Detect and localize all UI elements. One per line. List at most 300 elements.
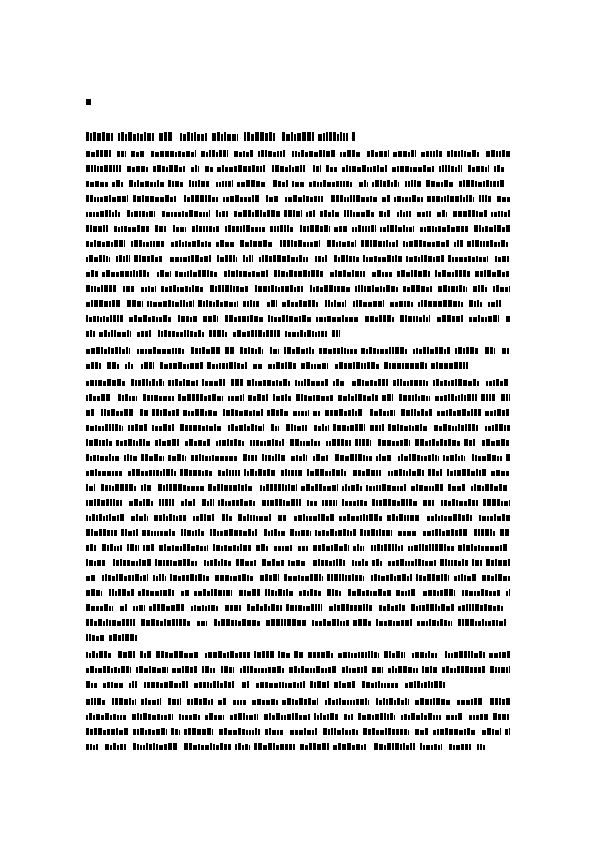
word-glyphs xyxy=(86,379,125,386)
word-glyphs xyxy=(131,514,148,521)
word-glyphs xyxy=(475,270,509,277)
word-glyphs xyxy=(342,165,387,172)
text-line xyxy=(86,300,510,307)
word-glyphs xyxy=(86,240,125,247)
word-glyphs xyxy=(180,132,207,141)
word-glyphs xyxy=(171,240,211,247)
word-glyphs xyxy=(366,484,406,491)
word-glyphs xyxy=(216,240,234,247)
word-glyphs xyxy=(483,499,510,506)
word-glyphs xyxy=(477,744,485,750)
word-glyphs xyxy=(268,315,311,322)
word-glyphs xyxy=(273,180,288,187)
word-glyphs xyxy=(323,728,358,735)
word-glyphs xyxy=(147,300,194,307)
word-glyphs xyxy=(141,286,156,292)
word-glyphs xyxy=(180,469,212,476)
word-glyphs xyxy=(237,180,265,187)
word-glyphs xyxy=(415,698,450,705)
word-glyphs xyxy=(338,651,379,658)
word-glyphs xyxy=(137,347,184,354)
word-glyphs xyxy=(315,529,356,536)
word-glyphs xyxy=(393,379,428,386)
word-glyphs xyxy=(423,500,434,506)
word-glyphs xyxy=(184,728,213,735)
word-glyphs xyxy=(112,180,123,187)
word-glyphs xyxy=(225,225,265,232)
word-glyphs xyxy=(423,589,455,596)
word-glyphs xyxy=(234,210,280,217)
word-glyphs xyxy=(193,514,214,521)
word-glyphs xyxy=(292,150,335,157)
word-glyphs xyxy=(472,559,482,566)
word-glyphs xyxy=(415,439,460,446)
word-glyphs xyxy=(485,409,509,416)
word-glyphs xyxy=(447,469,486,476)
text-line xyxy=(86,559,510,566)
word-glyphs xyxy=(102,544,122,551)
word-glyphs xyxy=(280,240,320,247)
word-glyphs xyxy=(270,347,279,354)
text-line xyxy=(86,619,510,626)
word-glyphs xyxy=(129,180,164,187)
word-glyphs xyxy=(131,379,164,386)
word-glyphs xyxy=(233,330,280,337)
word-glyphs xyxy=(458,619,506,626)
word-glyphs xyxy=(497,196,510,202)
word-glyphs xyxy=(310,681,329,688)
word-glyphs xyxy=(181,590,189,596)
word-glyphs xyxy=(335,454,372,461)
word-glyphs xyxy=(300,225,330,232)
word-glyphs xyxy=(181,529,204,536)
word-glyphs xyxy=(469,714,488,720)
paragraph xyxy=(86,379,510,641)
word-glyphs xyxy=(191,165,199,172)
word-glyphs xyxy=(489,651,510,658)
word-glyphs xyxy=(259,255,308,262)
word-glyphs xyxy=(184,743,231,750)
word-glyphs xyxy=(86,255,110,262)
text-line xyxy=(86,379,510,386)
word-glyphs xyxy=(217,255,237,262)
word-glyphs xyxy=(445,651,485,658)
word-glyphs xyxy=(355,439,371,446)
word-glyphs xyxy=(448,484,465,491)
word-glyphs xyxy=(388,559,436,566)
word-glyphs xyxy=(86,681,97,688)
word-glyphs xyxy=(486,559,510,566)
word-glyphs xyxy=(439,165,462,172)
word-glyphs xyxy=(495,256,509,262)
word-glyphs xyxy=(202,499,214,506)
text-line xyxy=(86,469,510,476)
word-glyphs xyxy=(353,619,371,626)
word-glyphs xyxy=(361,240,398,247)
word-glyphs xyxy=(114,225,149,232)
word-glyphs xyxy=(86,181,108,187)
word-glyphs xyxy=(435,394,477,401)
word-glyphs xyxy=(138,589,174,596)
word-glyphs xyxy=(290,529,311,536)
word-glyphs xyxy=(216,439,244,446)
word-glyphs xyxy=(102,574,148,581)
word-glyphs xyxy=(86,604,113,611)
word-glyphs xyxy=(143,394,174,401)
word-glyphs xyxy=(191,605,218,611)
word-glyphs xyxy=(140,651,151,658)
word-glyphs xyxy=(290,728,317,735)
word-glyphs xyxy=(376,698,409,705)
word-glyphs xyxy=(370,424,384,431)
word-glyphs xyxy=(265,589,293,596)
word-glyphs xyxy=(205,166,213,172)
word-glyphs xyxy=(390,301,413,307)
word-glyphs xyxy=(109,589,134,596)
word-glyphs xyxy=(158,484,204,491)
word-glyphs xyxy=(393,150,416,157)
heading-text xyxy=(356,126,357,127)
word-glyphs xyxy=(413,347,450,354)
text-line xyxy=(86,424,510,431)
word-glyphs xyxy=(453,210,487,217)
word-glyphs xyxy=(282,300,318,307)
word-glyphs xyxy=(411,484,443,491)
word-glyphs xyxy=(446,713,462,720)
word-glyphs xyxy=(175,270,217,277)
word-glyphs xyxy=(189,180,209,187)
word-glyphs xyxy=(312,619,349,626)
text-line xyxy=(86,484,510,491)
text-line xyxy=(86,634,510,641)
word-glyphs xyxy=(157,270,171,277)
word-glyphs xyxy=(238,514,271,521)
word-glyphs xyxy=(427,514,472,521)
word-glyphs xyxy=(216,210,228,217)
word-glyphs xyxy=(348,589,391,596)
word-glyphs xyxy=(132,713,173,720)
word-glyphs xyxy=(86,409,94,416)
word-glyphs xyxy=(443,454,465,461)
text-line xyxy=(86,394,510,401)
word-glyphs xyxy=(285,195,323,202)
word-glyphs xyxy=(479,195,491,202)
word-glyphs xyxy=(266,195,278,202)
word-glyphs xyxy=(296,394,333,401)
word-glyphs xyxy=(180,424,221,431)
word-glyphs xyxy=(333,743,366,750)
word-glyphs xyxy=(152,424,174,431)
word-glyphs xyxy=(137,330,151,337)
word-glyphs xyxy=(372,270,392,277)
word-glyphs xyxy=(422,666,437,673)
word-glyphs xyxy=(240,666,284,673)
word-glyphs xyxy=(86,270,98,277)
word-glyphs xyxy=(301,362,328,369)
word-glyphs xyxy=(248,394,268,401)
word-glyphs xyxy=(153,165,185,172)
word-glyphs xyxy=(205,713,224,720)
text-line xyxy=(86,225,510,232)
word-glyphs xyxy=(133,605,145,611)
word-glyphs xyxy=(457,698,482,705)
word-glyphs xyxy=(133,195,176,202)
text-line xyxy=(86,210,510,217)
word-glyphs xyxy=(267,300,277,307)
word-glyphs xyxy=(120,604,127,611)
word-glyphs xyxy=(270,225,293,232)
word-glyphs xyxy=(239,589,260,596)
word-glyphs xyxy=(289,666,336,673)
word-glyphs xyxy=(467,240,508,247)
word-glyphs xyxy=(225,347,234,354)
word-glyphs xyxy=(86,575,95,581)
word-glyphs xyxy=(380,225,414,232)
word-glyphs xyxy=(236,559,256,566)
word-glyphs xyxy=(313,165,321,172)
word-glyphs xyxy=(152,409,179,416)
word-glyphs xyxy=(172,666,197,673)
word-glyphs xyxy=(208,484,252,491)
word-glyphs xyxy=(330,270,365,277)
text-line xyxy=(86,514,510,521)
word-glyphs xyxy=(133,728,167,735)
word-glyphs xyxy=(290,439,320,446)
word-glyphs xyxy=(384,651,405,658)
word-glyphs xyxy=(155,439,179,446)
word-glyphs xyxy=(491,210,510,217)
word-glyphs xyxy=(105,743,126,750)
word-glyphs xyxy=(86,744,98,750)
word-glyphs xyxy=(408,544,454,551)
word-glyphs xyxy=(243,255,253,262)
word-glyphs xyxy=(468,165,489,172)
word-glyphs xyxy=(99,330,131,337)
word-glyphs xyxy=(86,300,120,307)
word-glyphs xyxy=(376,619,412,626)
word-glyphs xyxy=(288,560,305,566)
word-glyphs xyxy=(433,728,475,735)
word-glyphs xyxy=(485,347,495,354)
word-glyphs xyxy=(118,132,154,141)
word-glyphs xyxy=(149,604,184,611)
word-glyphs xyxy=(234,150,253,157)
word-glyphs xyxy=(313,559,345,566)
word-glyphs xyxy=(358,713,395,720)
word-glyphs xyxy=(440,559,468,566)
word-glyphs xyxy=(86,150,111,157)
word-glyphs xyxy=(266,619,306,626)
section-heading xyxy=(86,126,356,135)
word-glyphs xyxy=(308,651,333,658)
word-glyphs xyxy=(86,362,101,369)
word-glyphs xyxy=(154,514,186,521)
word-glyphs xyxy=(128,424,147,431)
word-glyphs xyxy=(396,589,415,596)
word-glyphs xyxy=(86,698,105,705)
word-glyphs xyxy=(134,255,162,262)
word-glyphs xyxy=(86,424,123,431)
word-glyphs xyxy=(372,559,382,566)
paragraph xyxy=(86,651,510,688)
word-glyphs xyxy=(141,484,151,491)
word-glyphs xyxy=(299,589,321,596)
word-glyphs xyxy=(252,699,278,705)
word-glyphs xyxy=(142,529,175,536)
word-glyphs xyxy=(431,362,468,369)
heading-glyphs xyxy=(86,132,356,141)
word-glyphs xyxy=(423,529,467,536)
word-glyphs xyxy=(300,743,329,750)
word-glyphs xyxy=(256,681,305,688)
word-glyphs xyxy=(219,728,260,735)
word-glyphs xyxy=(382,394,393,401)
word-glyphs xyxy=(151,150,196,157)
word-glyphs xyxy=(253,364,262,369)
word-glyphs xyxy=(502,348,509,354)
word-glyphs xyxy=(464,439,475,446)
word-glyphs xyxy=(161,285,203,292)
word-glyphs xyxy=(394,195,423,202)
word-glyphs xyxy=(352,225,376,232)
word-glyphs xyxy=(128,469,176,476)
word-glyphs xyxy=(214,619,260,626)
word-glyphs xyxy=(264,529,285,536)
word-glyphs xyxy=(233,700,246,705)
word-glyphs xyxy=(486,379,508,386)
word-glyphs xyxy=(278,515,286,521)
word-glyphs xyxy=(160,362,203,369)
word-glyphs xyxy=(454,574,476,581)
word-glyphs xyxy=(86,394,110,401)
word-glyphs xyxy=(141,454,164,461)
word-glyphs xyxy=(412,651,437,658)
text-line xyxy=(86,698,510,705)
word-glyphs xyxy=(426,180,453,187)
word-glyphs xyxy=(86,165,121,172)
word-glyphs xyxy=(191,454,237,461)
word-glyphs xyxy=(264,713,310,720)
word-glyphs xyxy=(387,514,419,521)
word-glyphs xyxy=(209,330,227,337)
word-glyphs xyxy=(284,210,302,217)
word-glyphs xyxy=(170,574,209,581)
word-glyphs xyxy=(384,362,427,369)
word-glyphs xyxy=(118,394,137,401)
word-glyphs xyxy=(325,409,362,416)
word-glyphs xyxy=(306,210,315,217)
word-glyphs xyxy=(403,285,432,292)
page-marker xyxy=(86,99,91,105)
word-glyphs xyxy=(344,714,353,720)
word-glyphs xyxy=(205,651,250,658)
word-glyphs xyxy=(212,132,238,141)
word-glyphs xyxy=(379,604,405,611)
word-glyphs xyxy=(486,150,510,157)
text-line xyxy=(86,604,510,611)
word-glyphs xyxy=(362,681,398,688)
word-glyphs xyxy=(353,300,384,307)
word-glyphs xyxy=(447,150,479,157)
word-glyphs xyxy=(310,285,350,292)
word-glyphs xyxy=(286,604,322,611)
word-glyphs xyxy=(178,315,197,322)
word-glyphs xyxy=(101,409,133,416)
word-glyphs xyxy=(340,150,360,157)
word-glyphs xyxy=(109,634,137,641)
word-glyphs xyxy=(344,210,374,217)
text-line xyxy=(86,529,510,536)
word-glyphs xyxy=(479,514,510,521)
word-glyphs xyxy=(367,150,389,157)
word-glyphs xyxy=(482,574,510,581)
word-glyphs xyxy=(485,424,510,431)
word-glyphs xyxy=(144,681,188,688)
word-glyphs xyxy=(334,681,355,688)
word-glyphs xyxy=(293,410,309,416)
word-glyphs xyxy=(178,394,223,401)
word-glyphs xyxy=(225,315,263,322)
word-glyphs xyxy=(421,150,442,157)
word-glyphs xyxy=(458,604,503,611)
word-glyphs xyxy=(250,439,284,446)
word-glyphs xyxy=(170,255,211,262)
word-glyphs xyxy=(86,285,116,292)
word-glyphs xyxy=(435,270,470,277)
word-glyphs xyxy=(118,651,135,658)
word-glyphs xyxy=(398,531,416,536)
word-glyphs xyxy=(262,559,284,566)
word-glyphs xyxy=(256,544,268,551)
word-glyphs xyxy=(298,546,308,551)
word-glyphs xyxy=(361,347,407,354)
word-glyphs xyxy=(86,315,123,322)
paragraph xyxy=(86,698,510,750)
word-glyphs xyxy=(86,132,113,141)
word-glyphs xyxy=(86,195,128,202)
word-glyphs xyxy=(155,225,166,232)
word-glyphs xyxy=(372,499,417,506)
word-glyphs xyxy=(171,728,180,735)
word-glyphs xyxy=(86,619,135,626)
word-glyphs xyxy=(244,132,275,141)
word-glyphs xyxy=(273,394,291,401)
word-glyphs xyxy=(292,181,304,187)
word-glyphs xyxy=(506,589,510,596)
word-glyphs xyxy=(327,240,356,247)
word-glyphs xyxy=(86,210,120,217)
word-glyphs xyxy=(313,411,320,416)
word-glyphs xyxy=(437,210,447,217)
text-line xyxy=(86,165,510,172)
text-line xyxy=(86,330,510,337)
word-glyphs xyxy=(247,379,290,386)
word-glyphs xyxy=(327,589,341,596)
word-glyphs xyxy=(294,651,303,658)
word-glyphs xyxy=(127,544,139,551)
word-glyphs xyxy=(372,667,383,673)
word-glyphs xyxy=(281,469,302,476)
word-glyphs xyxy=(274,545,292,551)
word-glyphs xyxy=(153,574,166,581)
word-glyphs xyxy=(260,484,297,491)
word-glyphs xyxy=(352,559,368,566)
word-glyphs xyxy=(437,315,463,322)
word-glyphs xyxy=(210,529,257,536)
word-glyphs xyxy=(272,165,305,172)
word-glyphs xyxy=(159,544,208,551)
word-glyphs xyxy=(454,240,463,247)
